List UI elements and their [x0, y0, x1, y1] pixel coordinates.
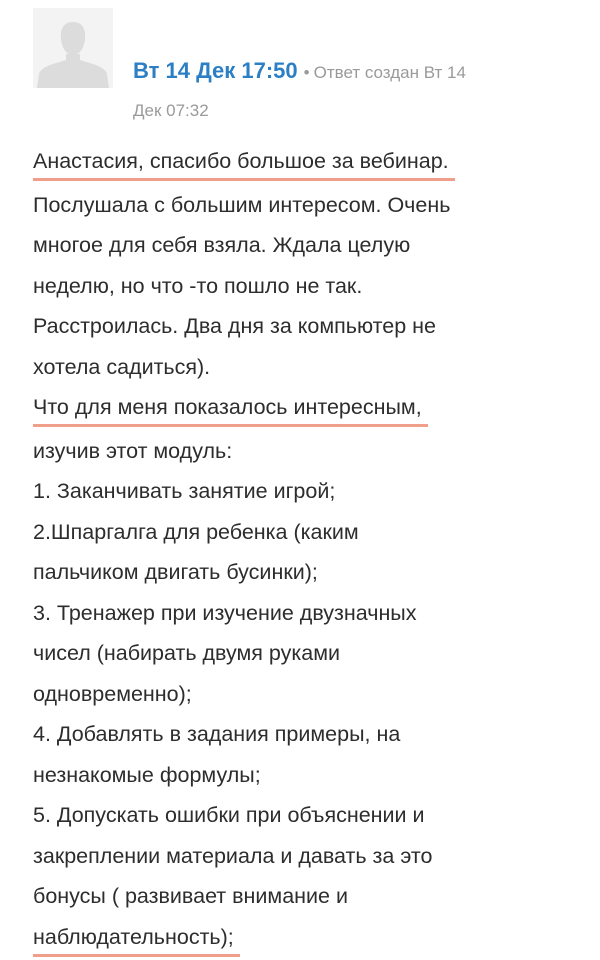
comment-line-16: незнакомые формулы;: [33, 755, 578, 796]
reply-created-text-1: Ответ создан Вт 14: [314, 63, 466, 82]
highlighted-text: Анастасия, спасибо большое за вебинар.: [33, 144, 455, 181]
comment-line-18: закреплении материала и давать за это: [33, 836, 578, 877]
comment-line-13: чисел (набирать двумя руками: [33, 633, 578, 674]
highlighted-text: Что для меня показалось интересным,: [33, 390, 428, 427]
comment-line-12: 3. Тренажер при изучение двузначных: [33, 593, 578, 634]
avatar: [33, 8, 113, 88]
comment-line-4: неделю, но что -то пошло не так.: [33, 266, 578, 307]
comment-line-19: бонусы ( развивает внимание и: [33, 876, 578, 917]
comment-line-10: 2.Шпаргалга для ребенка (каким: [33, 512, 578, 553]
comment-line-15: 4. Добавлять в задания примеры, на: [33, 714, 578, 755]
comment-meta: [133, 52, 573, 130]
comment-date-link[interactable]: Вт 14 Дек 17:50: [133, 58, 298, 83]
comment-line-9: 1. Заканчивать занятие игрой;: [33, 471, 578, 512]
comment-line-20: [33, 917, 578, 960]
highlighted-text: наблюдательность);: [33, 920, 240, 957]
reply-created-text-2: Дек 07:32: [133, 101, 209, 120]
comment-line-3: многое для себя взяла. Ждала целую: [33, 225, 578, 266]
comment-line-8: изучив этот модуль:: [33, 431, 578, 472]
default-user-silhouette-icon: [33, 8, 113, 88]
comment-line-7: [33, 387, 578, 431]
comment-line-2: Послушала с большим интересом. Очень: [33, 185, 578, 226]
comment-body: [33, 141, 578, 960]
comment-line-6: хотела садиться).: [33, 347, 578, 388]
comment-line-17: 5. Допускать ошибки при объяснении и: [33, 795, 578, 836]
comment-line-1: [33, 141, 578, 185]
comment-line-11: пальчиком двигать бусинки);: [33, 552, 578, 593]
comment-line-14: одновременно);: [33, 674, 578, 715]
comment-line-5: Расстроилась. Два дня за компьютер не: [33, 306, 578, 347]
meta-separator: •: [298, 63, 314, 82]
